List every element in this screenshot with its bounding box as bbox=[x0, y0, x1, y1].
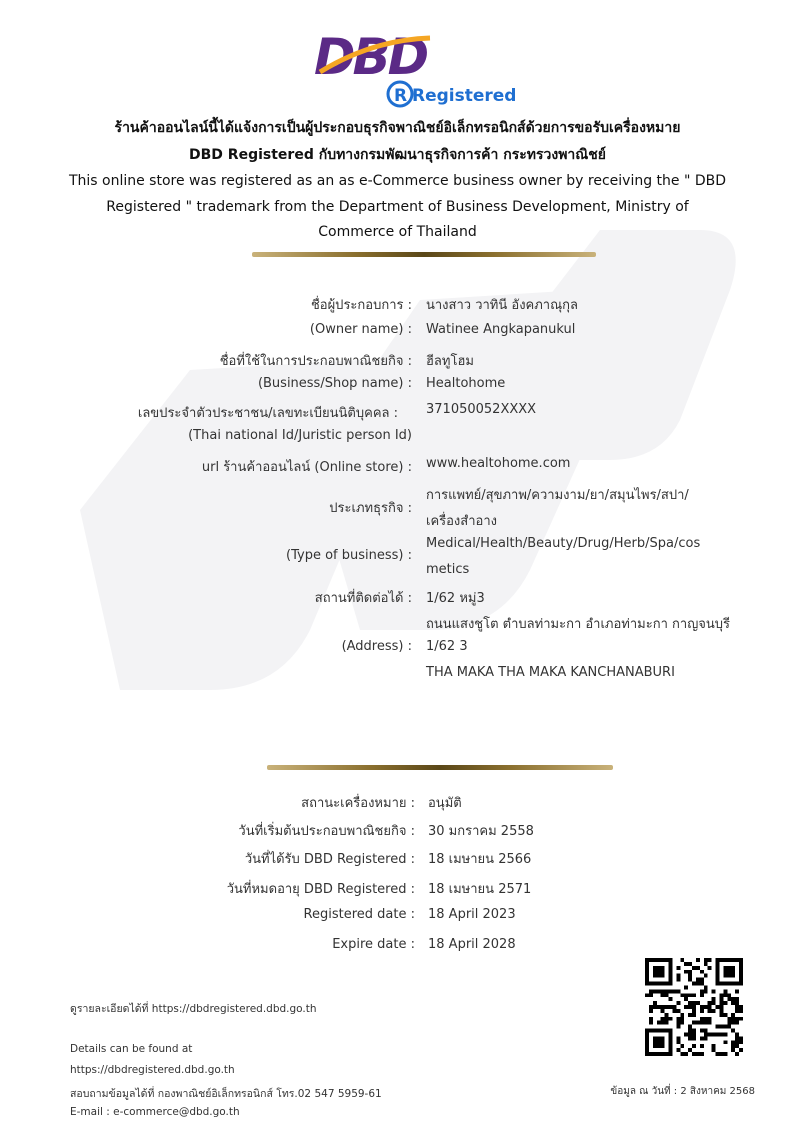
mark-status-row bbox=[0, 792, 795, 816]
type-en-row2 bbox=[0, 562, 795, 586]
type-th-value2: เครื่องสำอาง bbox=[426, 514, 497, 529]
shop-en-label: (Business/Shop name) : bbox=[257, 376, 412, 391]
reg-date-label: Registered date : bbox=[303, 907, 415, 922]
addr-en-value2: THA MAKA THA MAKA KANCHANABURI bbox=[426, 665, 675, 680]
dbd-registered-logo bbox=[312, 26, 522, 110]
reg-date-row bbox=[0, 907, 795, 931]
received-value: 18 เมษายน 2566 bbox=[428, 852, 532, 867]
start-value: 30 มกราคม 2558 bbox=[428, 824, 534, 839]
owner-th-row bbox=[0, 294, 795, 318]
url-value[interactable]: www.healtohome.com bbox=[426, 456, 571, 471]
mark-status-label: สถานะเครื่องหมาย : bbox=[301, 796, 415, 811]
type-th-row2 bbox=[0, 510, 795, 534]
owner-en-row bbox=[0, 322, 795, 346]
shop-th-value: ฮีลทูโฮม bbox=[426, 354, 474, 369]
id-th-row bbox=[0, 402, 795, 426]
footer-email[interactable]: E-mail : e-commerce@dbd.go.th bbox=[70, 1106, 240, 1118]
type-en-value2: metics bbox=[426, 562, 470, 577]
qr-code-icon[interactable] bbox=[645, 958, 743, 1056]
owner-en-value: Watinee Angkapanukul bbox=[426, 322, 576, 337]
exp-date-value: 18 April 2028 bbox=[428, 937, 516, 952]
type-th-value1: การแพทย์/สุขภาพ/ความงาม/ยา/สมุนไพร/สปา/ bbox=[426, 488, 689, 503]
type-en-value1: Medical/Health/Beauty/Drug/Herb/Spa/cos bbox=[426, 536, 701, 551]
footer-details-en1: Details can be found at bbox=[70, 1043, 193, 1055]
owner-en-label: (Owner name) : bbox=[309, 322, 412, 337]
id-en-row bbox=[0, 428, 795, 452]
addr-th-row2 bbox=[0, 613, 795, 637]
addr-th-value2: ถนนแสงชูโต ตำบลท่ามะกา อำเภอท่ามะกา กาญจนบุรี bbox=[426, 617, 731, 632]
shop-en-value: Healtohome bbox=[426, 376, 506, 391]
reg-date-value: 18 April 2023 bbox=[428, 907, 516, 922]
expiry-th-row bbox=[0, 878, 795, 902]
type-th-label: ประเภทธุรกิจ : bbox=[329, 501, 412, 516]
expiry-th-value: 18 เมษายน 2571 bbox=[428, 882, 532, 897]
owner-th-value: นางสาว วาทินี อังคภาณุกุล bbox=[426, 298, 579, 313]
addr-en-label: (Address) : bbox=[341, 639, 412, 654]
footer-details-th: ดูรายละเอียดได้ที่ https://dbdregistered.dbd.go.th bbox=[70, 1003, 317, 1015]
footer-contact-th: สอบถามข้อมูลได้ที่ กองพาณิชย์อิเล็กทรอนิกส์ โทร.02 547 5959-61 bbox=[70, 1088, 382, 1100]
id-value: 371050052XXXX bbox=[426, 402, 537, 417]
logo-brand-text: DBD bbox=[314, 28, 427, 86]
header-thai-line1: ร้านค้าออนไลน์นี้ได้แจ้งการเป็นผู้ประกอบธุรกิจพาณิชย์อิเล็กทรอนิกส์ด้วยการขอรับเครื่องหมาย bbox=[114, 120, 681, 136]
addr-th-row1 bbox=[0, 587, 795, 611]
as-of-date: ข้อมูล ณ วันที่ : 2 สิงหาคม 2568 bbox=[610, 1086, 755, 1097]
id-th-label: เลขประจำตัวประชาชน/เลขทะเบียนนิติบุคคล : bbox=[137, 406, 398, 421]
start-row bbox=[0, 820, 795, 844]
header-en-line2: Registered " trademark from the Department of Business Development, Ministry of bbox=[106, 199, 689, 215]
addr-en-row1 bbox=[0, 639, 795, 663]
shop-en-row bbox=[0, 376, 795, 400]
addr-th-value1: 1/62 หมู่3 bbox=[426, 591, 485, 606]
gold-divider-top bbox=[252, 252, 596, 257]
header-thai-line2: DBD Registered กับทางกรมพัฒนาธุรกิจการค้า กระทรวงพาณิชย์ bbox=[189, 147, 606, 163]
shop-th-label: ชื่อที่ใช้ในการประกอบพาณิชยกิจ : bbox=[219, 354, 412, 369]
mark-status-value: อนุมัติ bbox=[428, 796, 462, 811]
logo-registered-text: Registered bbox=[412, 86, 517, 106]
addr-en-value1: 1/62 3 bbox=[426, 639, 468, 654]
url-label: url ร้านค้าออนไลน์ (Online store) : bbox=[201, 460, 412, 475]
url-row bbox=[0, 456, 795, 480]
exp-date-label: Expire date : bbox=[332, 937, 415, 952]
header-en-line3: Commerce of Thailand bbox=[318, 224, 477, 240]
received-row bbox=[0, 848, 795, 872]
logo-r-mark: R bbox=[394, 86, 408, 106]
header-en-line1: This online store was registered as an as e-Commerce business owner by receiving the " DBD bbox=[68, 173, 727, 189]
type-en-label: (Type of business) : bbox=[286, 548, 412, 563]
addr-en-row2 bbox=[0, 665, 795, 689]
expiry-th-label: วันที่หมดอายุ DBD Registered : bbox=[226, 882, 415, 897]
id-en-label: (Thai national Id/Juristic person Id) bbox=[188, 428, 412, 443]
start-label: วันที่เริ่มต้นประกอบพาณิชยกิจ : bbox=[238, 824, 415, 839]
shop-th-row bbox=[0, 350, 795, 374]
footer-details-en2[interactable]: https://dbdregistered.dbd.go.th bbox=[70, 1064, 235, 1076]
gold-divider-bottom bbox=[267, 765, 613, 770]
received-label: วันที่ได้รับ DBD Registered : bbox=[244, 852, 415, 867]
owner-th-label: ชื่อผู้ประกอบการ : bbox=[310, 298, 412, 313]
addr-th-label: สถานที่ติดต่อได้ : bbox=[314, 591, 412, 606]
